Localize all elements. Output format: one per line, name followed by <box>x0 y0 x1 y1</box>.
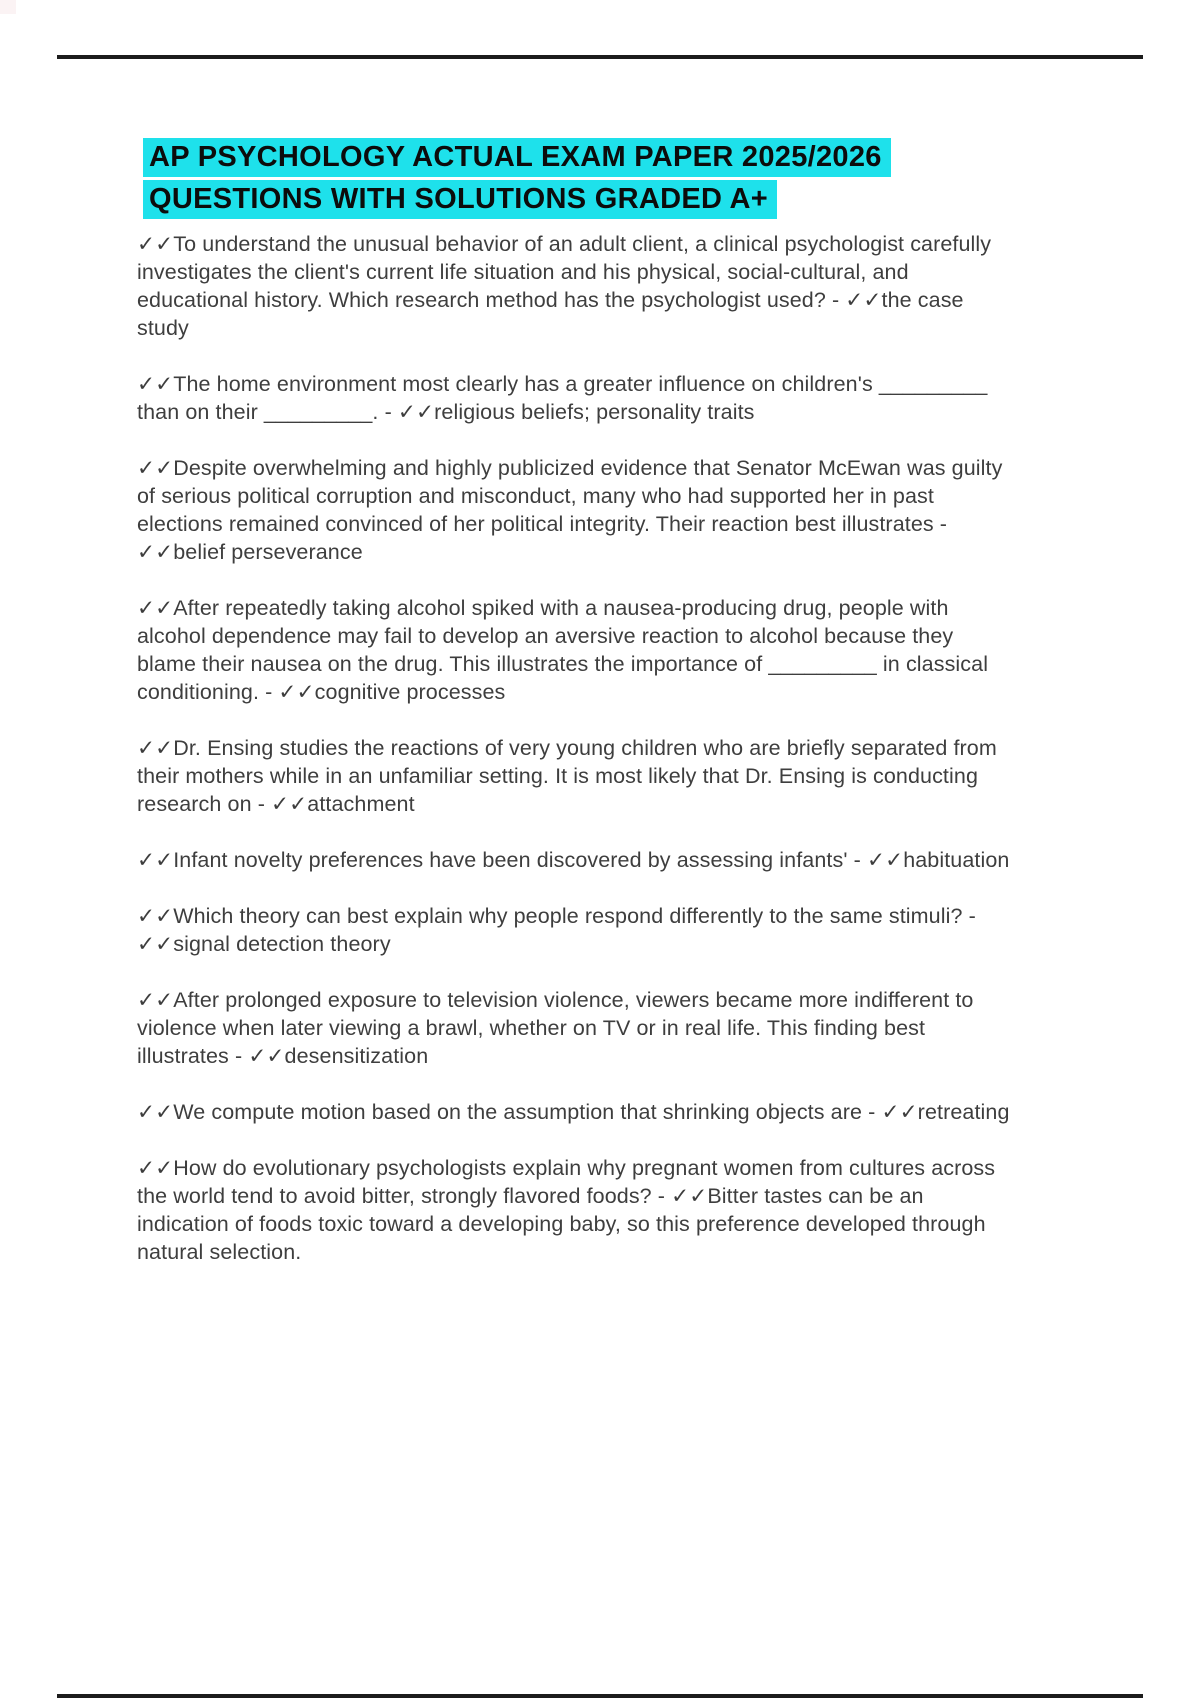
document-title <box>143 136 1017 220</box>
qa-list <box>137 230 1017 1266</box>
qa-paragraph: ✓✓To understand the unusual behavior of an adult client, a clinical psychologist carefully investigates the client's current life situation and his physical, social-cultural, and educational history. Which research method has the psychologist used? - ✓✓the case study <box>137 232 992 340</box>
qa-paragraph: ✓✓Infant novelty preferences have been discovered by assessing infants' - ✓✓habituation <box>137 848 1010 872</box>
qa-paragraph: ✓✓We compute motion based on the assumption that shrinking objects are - ✓✓retreating <box>137 1100 1010 1124</box>
qa-paragraph: ✓✓After prolonged exposure to television violence, viewers became more indifferent to violence when later viewing a brawl, whether on TV or in real life. This finding best illustrates - ✓✓desensitization <box>137 988 974 1068</box>
qa-paragraph: ✓✓After repeatedly taking alcohol spiked with a nausea-producing drug, people with alcohol dependence may fail to develop an aversive reaction to alcohol because they blame their nausea on the drug. This illustrates the importance of _________ in classical conditioning. - ✓✓cognitive processes <box>137 596 989 704</box>
page-content <box>137 136 1017 1294</box>
qa-paragraph: ✓✓The home environment most clearly has a greater influence on children's _________ than on their _________. - ✓✓religious beliefs; personality traits <box>137 372 988 424</box>
qa-paragraph: ✓✓Which theory can best explain why people respond differently to the same stimuli? - ✓✓signal detection theory <box>137 904 976 956</box>
scan-corner-artifact <box>0 0 16 14</box>
bottom-rule <box>57 1694 1143 1698</box>
title-line-1: AP PSYCHOLOGY ACTUAL EXAM PAPER 2025/2026 <box>143 138 891 177</box>
qa-paragraph: ✓✓How do evolutionary psychologists explain why pregnant women from cultures across the world tend to avoid bitter, strongly flavored foods? - ✓✓Bitter tastes can be an indication of foods toxic toward a developing baby, so this preference developed through natural selection. <box>137 1156 996 1264</box>
top-rule <box>57 55 1143 59</box>
qa-paragraph: ✓✓Despite overwhelming and highly publicized evidence that Senator McEwan was guilty of serious political corruption and misconduct, many who had supported her in past elections remained convinced of her political integrity. Their reaction best illustrates - ✓✓belief perseverance <box>137 456 1003 564</box>
title-line-2: QUESTIONS WITH SOLUTIONS GRADED A+ <box>143 180 777 219</box>
qa-paragraph: ✓✓Dr. Ensing studies the reactions of very young children who are briefly separated from their mothers while in an unfamiliar setting. It is most likely that Dr. Ensing is conducting research on - ✓✓attachment <box>137 736 997 816</box>
